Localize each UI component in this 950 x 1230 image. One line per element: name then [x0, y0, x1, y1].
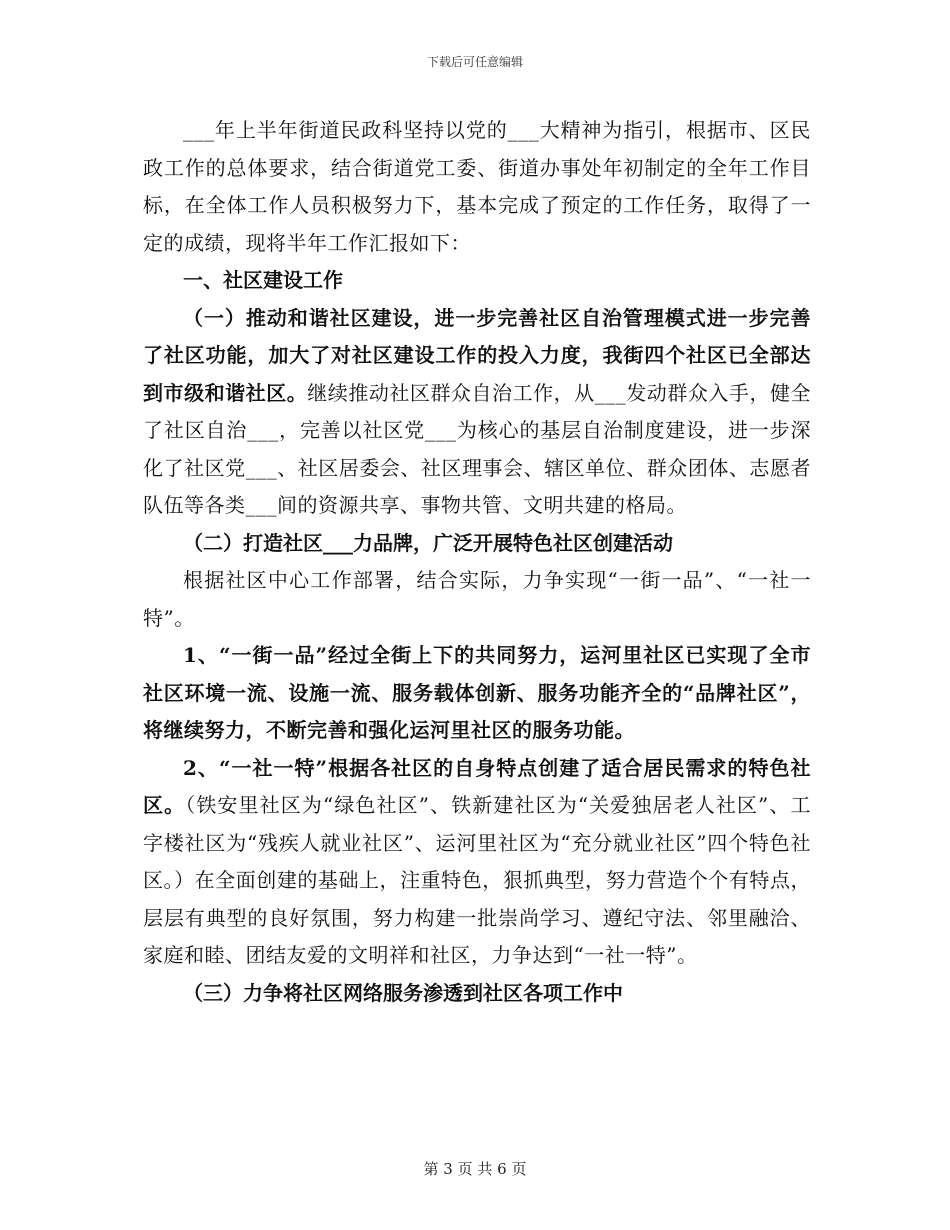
subsection-1-text: 继续推动社区群众自治工作，从___发动群众入手，健全了社区自治___，完善以社区党___为核心的基层自治制度建设，进一步深化了社区党___、社区居委会、社区理事会、辖区单位、群众团体、志愿者队伍等各类___间的资源共享、事物共管、文明共建的格局。	[143, 380, 812, 517]
item-2-heading: 2、“一社一特”根据各社区的自身特点创建了适合居民需求的特色社区。	[143, 755, 811, 817]
page-footer: 第 3 页 共 6 页	[423, 1160, 527, 1178]
item-2-paragraph	[143, 750, 811, 975]
subsection-2-intro: 根据社区中心工作部署，结合实际，力争实现“一街一品”、“一社一特”。	[143, 568, 811, 630]
item-1-paragraph: 1、“一街一品”经过全街上下的共同努力，运河里社区已实现了全市社区环境一流、设施一流、服务载体创新、服务功能齐全的“品牌社区”，将继续努力，不断完善和强化运河里社区的服务功能。	[143, 643, 811, 742]
subsection-3-heading: （三）力争将社区网络服务渗透到社区各项工作中	[183, 980, 623, 1005]
subsection-1-paragraph	[143, 300, 811, 525]
section-heading-1: 一、社区建设工作	[183, 268, 343, 292]
page-header: 下载后可任意编辑	[426, 55, 523, 69]
item-2-text: （铁安里社区为“绿色社区”、铁新建社区为“关爱独居老人社区”、工字楼社区为“残疾人就业社区”、运河里社区为“充分就业社区”四个特色社区。）在全面创建的基础上，注重特色，狠抓典型，努力营造个个有特点，层层有典型的良好氛围，努力构建一批崇尚学习、遵纪守法、邻里融洽、家庭和睦、团结友爱的文明祥和社区，力争达到“一社一特”。	[143, 793, 811, 967]
intro-paragraph: ___年上半年街道民政科坚持以党的___大精神为指引，根据市、区民政工作的总体要求，结合街道党工委、街道办事处年初制定的全年工作目标，在全体工作人员积极努力下，基本完成了预定的工作任务，取得了一定的成绩，现将半年工作汇报如下：	[143, 118, 811, 255]
subsection-2-heading: （二）打造社区___力品牌，广泛开展特色社区创建活动	[183, 530, 673, 555]
subsection-1-heading: （一）推动和谐社区建设，进一步完善社区自治管理模式进一步完善了社区功能，加大了对社区建设工作的投入力度，我街四个社区已全部达到市级和谐社区。	[143, 305, 811, 405]
document-body	[143, 112, 811, 1012]
